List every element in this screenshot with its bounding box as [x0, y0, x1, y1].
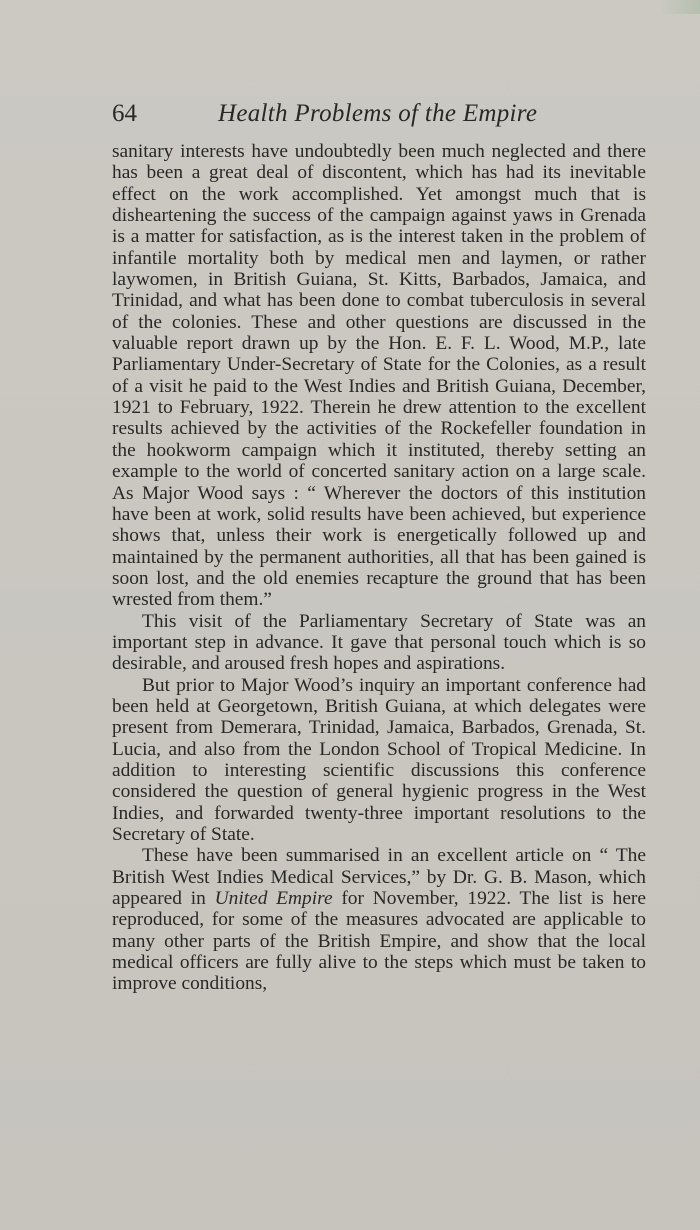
- page-header: [112, 96, 652, 132]
- page-number: 64: [112, 100, 137, 127]
- paragraph-4-after: for November, 1922. The list is here reproduced, for some of the measures advocated are applicable to many other parts of the British Empire, and show that the local medical officers are fully alive to the steps which must be taken to improve conditions,: [112, 888, 646, 995]
- paragraph-1: sanitary interests have undoubtedly been much neglected and there has been a great deal of discontent, which has had its inevitable effect on the work accomplished. Yet amongst much that is disheartening the success of the campaign against yaws in Grenada is a matter for satisfaction, as is the interest taken in the problem of infantile mortality both by medical men and laymen, or rather laywomen, in British Guiana, St. Kitts, Barbados, Jamaica, and Trinidad, and what has been done to combat tuberculosis in several of the colonies. These and other questions are discussed in the valuable report drawn up by the Hon. E. F. L. Wood, M.P., late Parliamentary Under-Secretary of State for the Colonies, as a result of a visit he paid to the West Indies and British Guiana, December, 1921 to February, 1922. Therein he drew attention to the excellent results achieved by the activities of the Rockefeller foundation in the hookworm campaign which it instituted, thereby setting an example to the world of concerted sanitary action on a large scale. As Major Wood says : “ Wherever the doctors of this institution have been at work, solid results have been achieved, but experience shows that, unless their work is energetically followed up and maintained by the permanent authorities, all that has been gained is soon lost, and the old enemies recapture the ground that has been wrested from them.”: [112, 141, 646, 611]
- running-title: Health Problems of the Empire: [218, 100, 538, 127]
- paragraph-4-before: These have been summarised in an excellent article on “ The British West Indies Medical Services,” by Dr. G. B. Mason, which appeared in: [112, 845, 646, 910]
- paragraph-4: [112, 845, 646, 994]
- body-text: [112, 141, 646, 995]
- page-edge-shadow: [660, 0, 700, 14]
- paragraph-2: This visit of the Parliamentary Secretary of State was an important step in advance. It gave that personal touch which is so desirable, and aroused fresh hopes and aspirations.: [112, 610, 646, 675]
- publication-title: United Empire: [214, 888, 333, 910]
- paragraph-3: But prior to Major Wood’s inquiry an important conference had been held at Georgetown, British Guiana, at which delegates were present from Demerara, Trinidad, Jamaica, Barbados, Grenada, St. Lucia, and also from the London School of Tropical Medicine. In addition to interesting scientific discussions this conference considered the question of general hygienic progress in the West Indies, and forwarded twenty-three important resolutions to the Secretary of State.: [112, 674, 646, 845]
